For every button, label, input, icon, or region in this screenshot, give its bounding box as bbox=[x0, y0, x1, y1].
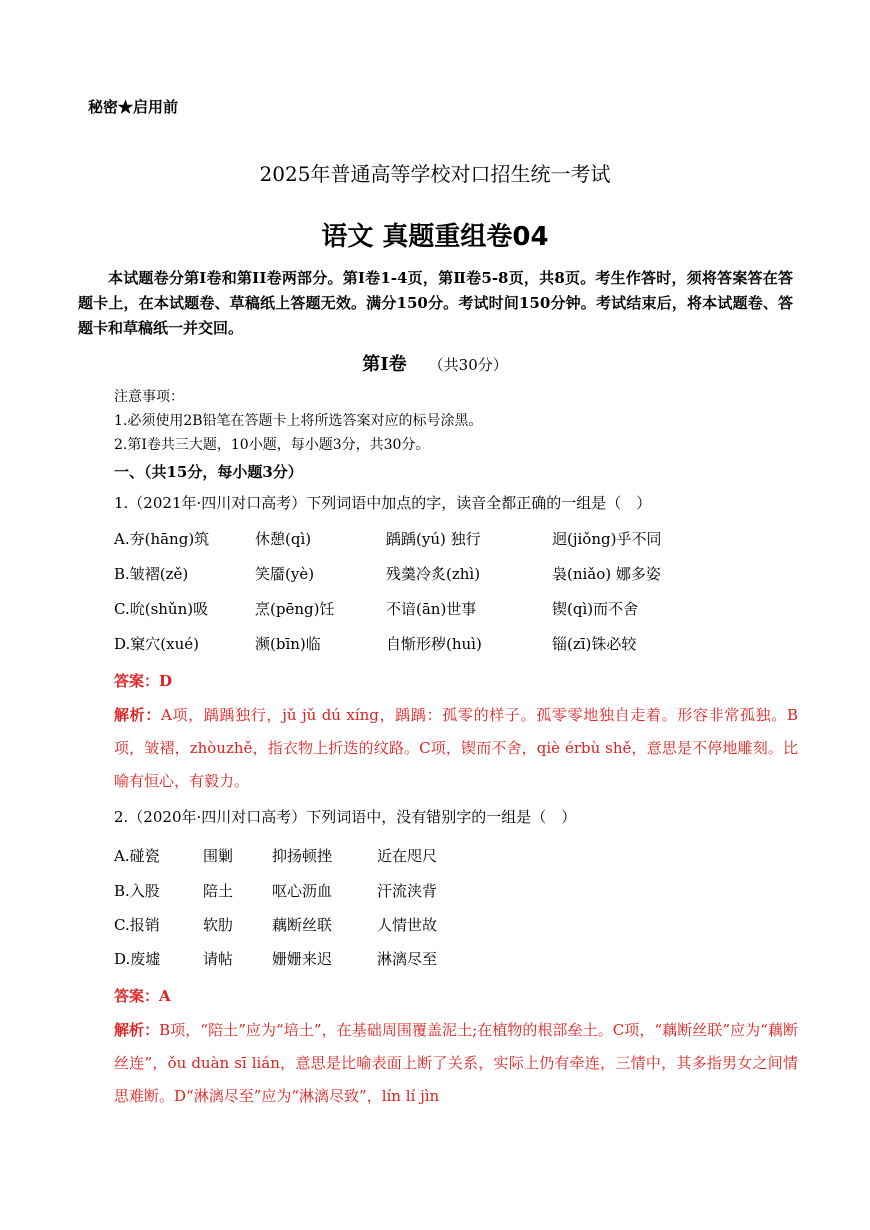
q2-answer-label: 答案： bbox=[114, 987, 160, 1005]
q1-answer-value: D bbox=[159, 672, 173, 690]
q2-option-b1: B.入股 bbox=[114, 882, 160, 900]
q1-option-d2: 濒(bīn)临 bbox=[255, 635, 321, 653]
q1-option-a1: A.夯(hāng)筑 bbox=[114, 530, 210, 548]
confidential-mark: 秘密★启用前 bbox=[88, 98, 179, 116]
q2-option-b3: 呕心沥血 bbox=[272, 882, 333, 900]
q2-option-b4: 汗流浃背 bbox=[377, 882, 438, 900]
part-heading bbox=[0, 350, 870, 376]
q2-option-d4: 淋漓尽至 bbox=[377, 950, 438, 968]
q1-option-c1: C.吮(shǔn)吸 bbox=[114, 600, 209, 618]
q1-option-c3: 不谙(ān)世事 bbox=[386, 600, 477, 618]
q2-option-d2: 请帖 bbox=[203, 950, 234, 968]
q2-analysis-label: 解析： bbox=[114, 1021, 160, 1039]
q2-option-a4: 近在咫尺 bbox=[377, 847, 438, 865]
part-points: （共30分） bbox=[428, 356, 508, 374]
note-1: 1.必须使用2B铅笔在答题卡上将所选答案对应的标号涂黑。 bbox=[114, 413, 483, 429]
notes-title: 注意事项： bbox=[114, 389, 184, 405]
q1-option-a3: 踽踽(yú) 独行 bbox=[386, 530, 481, 548]
q1-option-d3: 自惭形秽(huì) bbox=[386, 635, 482, 653]
q2-option-c2: 软肋 bbox=[203, 916, 234, 934]
q2-option-c1: C.报销 bbox=[114, 916, 160, 934]
q1-option-b1: B.皱褶(zě) bbox=[114, 565, 189, 583]
q2-option-c4: 人情世故 bbox=[377, 916, 438, 934]
q1-option-a2: 休憩(qì) bbox=[255, 530, 312, 548]
q2-analysis bbox=[114, 1014, 798, 1113]
q2-option-d3: 姗姗来迟 bbox=[272, 950, 333, 968]
q2-option-a1: A.碰瓷 bbox=[114, 847, 160, 865]
q1-analysis-text: A项，踽踽独行，jǔ jǔ dú xíng，踽踽：孤零的样子。孤零零地独自走着。形容非常孤独。B项，皱褶，zhòuzhě，指衣物上折迭的纹路。C项，锲而不舍，qiè érbù shě，意思是不停地雕刻。比喻有恒心，有毅力。 bbox=[114, 706, 798, 790]
q1-option-d1: D.窠穴(xué) bbox=[114, 635, 199, 653]
exam-title: 2025年普通高等学校对口招生统一考试 bbox=[259, 162, 611, 186]
q2-option-a2: 围剿 bbox=[203, 847, 234, 865]
q1-answer-label: 答案： bbox=[114, 672, 160, 690]
q2-option-b2: 陪土 bbox=[203, 882, 234, 900]
q1-option-b3: 残羹冷炙(zhì) bbox=[386, 565, 481, 583]
q1-answer bbox=[114, 670, 172, 691]
paper-title: 语文 真题重组卷04 bbox=[321, 222, 549, 252]
q1-option-a4: 迥(jiǒng)乎不同 bbox=[552, 530, 662, 548]
q1-analysis-label: 解析： bbox=[114, 706, 162, 724]
q2-analysis-text: B项，“陪土”应为“培土”，在基础周围覆盖泥土;在植物的根部垒土。C项，“藕断丝联”应为“藕断丝连”，ǒu duàn sī lián，意思是比喻表面上断了关系，实际上仍有牵连，三情中，其多指男女之间情思难断。D“淋漓尽至”应为“淋漓尽致”，lín lí jìn bbox=[114, 1021, 798, 1105]
q2-answer bbox=[114, 985, 171, 1006]
section-heading: 一、（共15分，每小题3分） bbox=[114, 463, 303, 481]
intro-paragraph: 本试题卷分第Ⅰ卷和第ⅠⅠ卷两部分。第Ⅰ卷1-4页，第Ⅱ卷5-8页，共8页。考生作答时，须将答案答在答题卡上，在本试题卷、草稿纸上答题无效。满分150分。考试时间150分钟。考试结束后，将本试题卷、答题卡和草稿纸一并交回。 bbox=[78, 269, 793, 337]
q1-option-c2: 烹(pēng)饪 bbox=[255, 600, 335, 618]
q1-option-b2: 笑靥(yè) bbox=[255, 565, 315, 583]
q1-option-d4: 锱(zī)铢必较 bbox=[552, 635, 637, 653]
note-2: 2.第Ⅰ卷共三大题，10小题，每小题3分，共30分。 bbox=[114, 437, 430, 453]
q2-option-c3: 藕断丝联 bbox=[272, 916, 333, 934]
part-title: 第Ⅰ卷 bbox=[362, 354, 407, 375]
q2-option-d1: D.废墟 bbox=[114, 950, 161, 968]
question-2-stem: 2.（2020年·四川对口高考）下列词语中，没有错别字的一组是（ ） bbox=[114, 808, 577, 826]
q2-option-a3: 抑扬顿挫 bbox=[272, 847, 333, 865]
q1-option-c4: 锲(qì)而不舍 bbox=[552, 600, 639, 618]
question-1-stem: 1.（2021年·四川对口高考）下列词语中加点的字，读音全都正确的一组是（ ） bbox=[114, 494, 652, 512]
q1-option-b4: 袅(niǎo) 娜多姿 bbox=[552, 565, 661, 583]
q2-answer-value: A bbox=[159, 987, 171, 1005]
q1-analysis bbox=[114, 699, 798, 798]
